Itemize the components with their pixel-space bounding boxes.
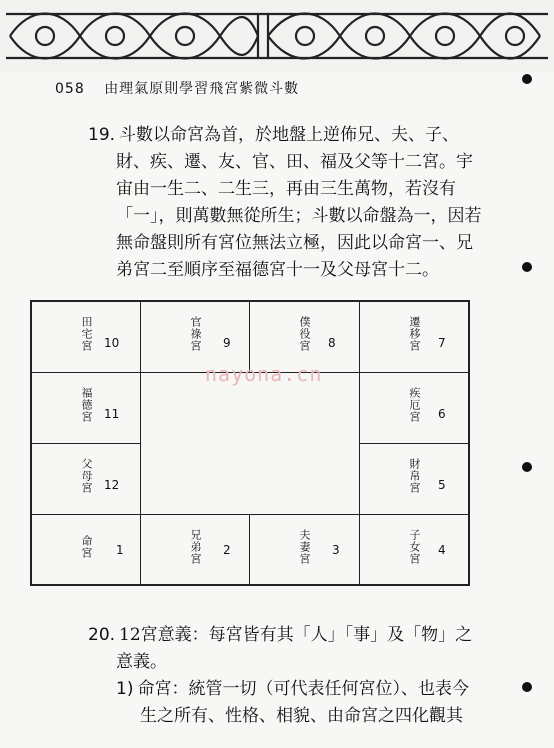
para-20-line-1: 20. 12宮意義：每宮皆有其「人」「事」及「物」之 — [88, 625, 473, 645]
para-20-item-1-line-2: 生之所有、性格、相貌、由命宮之四化觀其 — [140, 706, 463, 726]
palace-number: 4 — [438, 543, 446, 557]
paragraph-19 — [88, 122, 482, 284]
para-19-line-3: 宙由一生二、二生三，再由三生萬物，若沒有 — [116, 179, 456, 199]
palace-number: 3 — [332, 543, 340, 557]
palace-number: 12 — [104, 478, 120, 492]
palace-cell — [31, 443, 141, 515]
para-19-line-4: 「一」，則萬數無從所生；斗數以命盤為一，因若 — [116, 206, 482, 226]
palace-number: 8 — [328, 336, 336, 350]
palace-cell — [359, 372, 469, 444]
palace-number: 9 — [223, 336, 231, 350]
palace-cell — [31, 372, 141, 444]
decorative-knot-border — [0, 0, 554, 72]
para-19-line-6: 弟宮二至順序至福德宮十一及父母宮十二。 — [116, 260, 439, 280]
item-1-label: 1) — [116, 679, 134, 699]
book-title: 由理氣原則學習飛宮紫微斗數 — [104, 81, 300, 97]
palace-cell — [31, 301, 141, 373]
palace-cell — [31, 514, 141, 585]
paragraph-20 — [88, 622, 473, 730]
palace-name: 僕役宮 — [298, 316, 311, 352]
palace-number: 7 — [438, 336, 446, 350]
palace-number: 10 — [104, 336, 120, 350]
binding-hole-dot — [522, 74, 532, 84]
para-19-line-5: 無命盤則所有宮位無法立極，因此以命宮一、兄 — [116, 233, 473, 253]
watermark: nayona.cn — [205, 362, 323, 386]
palace-name: 命宮 — [80, 535, 93, 559]
para-19-line-2: 財、疾、遷、友、官、田、福及父等十二宮。宇 — [116, 152, 473, 172]
palace-cell — [359, 301, 469, 373]
palace-name: 兄弟宮 — [189, 529, 202, 565]
palace-name: 夫妻宮 — [298, 529, 311, 565]
twelve-palace-chart — [30, 300, 470, 586]
palace-name: 福德宮 — [80, 387, 93, 423]
palace-number: 2 — [223, 543, 231, 557]
binding-hole-dot — [522, 682, 532, 692]
palace-number: 1 — [116, 543, 124, 557]
palace-cell — [359, 443, 469, 515]
palace-cell — [140, 514, 250, 585]
palace-name: 遷移宮 — [408, 316, 421, 352]
palace-number: 11 — [104, 407, 120, 421]
page-number: 058 — [55, 81, 85, 97]
para-19-number: 19. — [88, 125, 116, 145]
palace-name: 子女宮 — [408, 529, 421, 565]
palace-name: 田宅宮 — [80, 316, 93, 352]
para-19-line-1: 19. 斗數以命宮為首，於地盤上逆佈兄、夫、子、 — [88, 125, 460, 145]
palace-number: 6 — [438, 407, 446, 421]
para-20-number: 20. — [88, 625, 116, 645]
palace-name: 官祿宮 — [189, 316, 202, 352]
binding-hole-dot — [522, 462, 532, 472]
palace-cell — [359, 514, 469, 585]
binding-hole-dot — [522, 262, 532, 272]
running-header — [55, 78, 299, 98]
para-20-line-2: 意義。 — [116, 652, 167, 672]
palace-name: 疾厄宮 — [408, 387, 421, 423]
palace-cell — [249, 514, 360, 585]
para-20-item-1-line-1: 1) 命宮：統管一切（可代表任何宮位）、也表今 — [116, 679, 469, 699]
palace-name: 財帛宮 — [408, 458, 421, 494]
palace-name: 父母宮 — [80, 458, 93, 494]
palace-number: 5 — [438, 478, 446, 492]
